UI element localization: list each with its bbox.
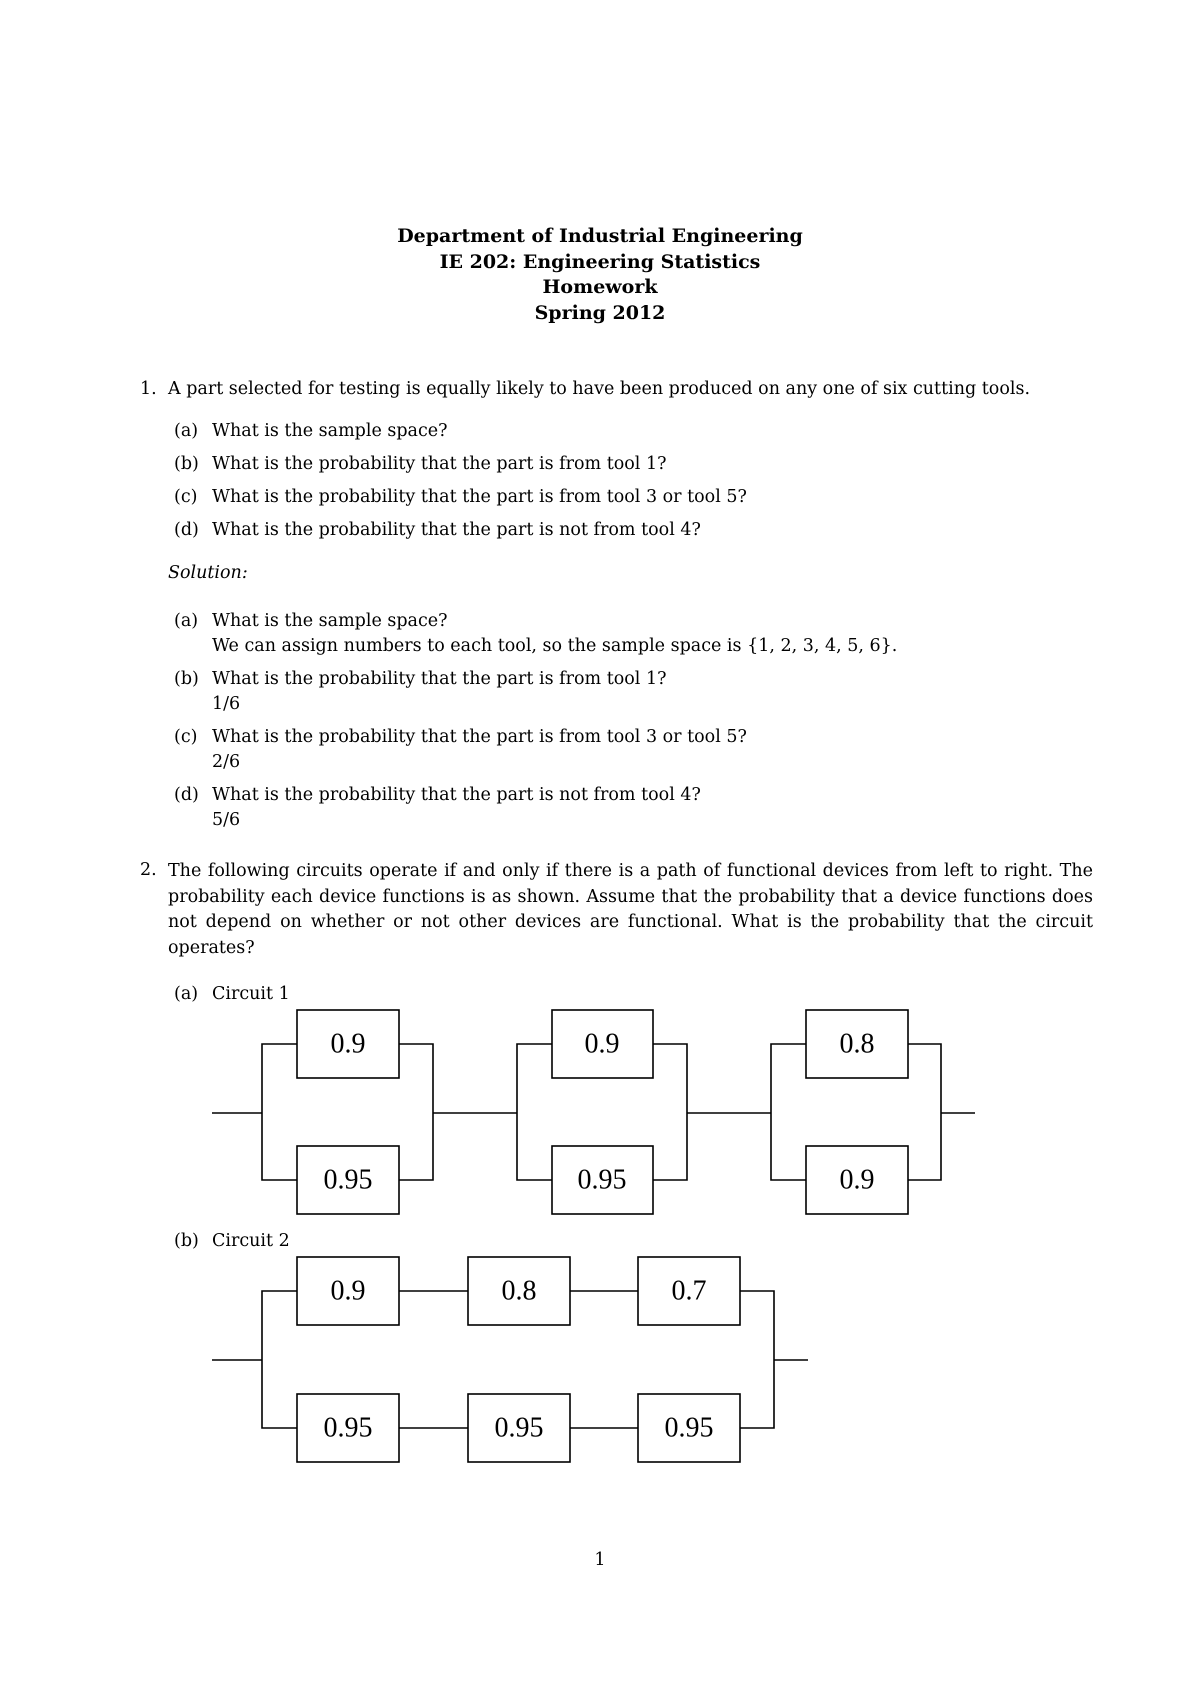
solution-label: Solution:: [168, 563, 248, 583]
solution-answer: We can assign numbers to each tool, so the sample space is {1, 2, 3, 4, 5, 6}.: [212, 636, 898, 656]
solution-label-d: (d): [174, 785, 199, 805]
q1-part-text: What is the probability that the part is not from tool 4?: [212, 520, 701, 540]
department-title: Department of Industrial Engineering: [397, 225, 803, 247]
circuit1-device-prob: 0.9: [839, 1164, 875, 1196]
circuit1-title: Circuit 1: [212, 984, 290, 1004]
solution-label-b: (b): [174, 669, 199, 689]
q1-part-label: (a): [174, 421, 199, 441]
q1-part-text: What is the sample space?: [212, 421, 448, 441]
q1-text: A part selected for testing is equally likely to have been produced on any one of six cutting tools.: [168, 379, 1031, 399]
q2-text: The following circuits operate if and only if there is a path of functional devices from left to right. The probability each device functions is as shown. Assume that the probability that a device functions does not depend on whether or not other devices are functional. What is the probability that the circuit operates?: [168, 861, 1093, 958]
circuit2-device-prob: 0.7: [671, 1275, 707, 1307]
solution-label-c: (c): [174, 727, 198, 747]
q1-part-text: What is the probability that the part is from tool 1?: [212, 454, 667, 474]
circuit1-device-prob: 0.8: [839, 1028, 875, 1060]
q1-part-label: (c): [174, 487, 198, 507]
solution-question: What is the sample space?: [212, 611, 448, 631]
solution-answer: 1/6: [212, 694, 241, 714]
q1-part-text: What is the probability that the part is from tool 3 or tool 5?: [212, 487, 747, 507]
q2-number: 2.: [140, 860, 157, 880]
circuit2-device-prob: 0.95: [664, 1412, 714, 1444]
circuit2-title: Circuit 2: [212, 1231, 290, 1251]
circuit1-device-prob: 0.95: [577, 1164, 627, 1196]
circuit1-device-prob: 0.9: [330, 1028, 366, 1060]
circuit1-label: (a): [174, 984, 199, 1004]
page-number: 1: [594, 1550, 606, 1570]
circuit2-device-prob: 0.9: [330, 1275, 366, 1307]
solution-label-a: (a): [174, 611, 199, 631]
circuit2-left-bus: [262, 1291, 297, 1428]
circuit2-device-prob: 0.95: [323, 1412, 373, 1444]
circuit2-right-bus: [740, 1291, 774, 1428]
course-title: IE 202: Engineering Statistics: [439, 250, 761, 273]
circuit2-label: (b): [174, 1231, 199, 1251]
document-type: Homework: [542, 276, 658, 298]
q1-part-label: (d): [174, 520, 199, 540]
solution-question: What is the probability that the part is from tool 1?: [212, 669, 667, 689]
solution-question: What is the probability that the part is from tool 3 or tool 5?: [212, 727, 747, 747]
q1-part-label: (b): [174, 454, 199, 474]
circuit1-device-prob: 0.95: [323, 1164, 373, 1196]
q1-number: 1.: [140, 379, 157, 399]
term: Spring 2012: [534, 301, 666, 324]
solution-answer: 5/6: [212, 810, 241, 830]
circuit2-device-prob: 0.95: [494, 1412, 544, 1444]
solution-answer: 2/6: [212, 752, 241, 772]
circuit2-device-prob: 0.8: [501, 1275, 537, 1307]
solution-question: What is the probability that the part is not from tool 4?: [212, 785, 701, 805]
circuit1-device-prob: 0.9: [584, 1028, 620, 1060]
